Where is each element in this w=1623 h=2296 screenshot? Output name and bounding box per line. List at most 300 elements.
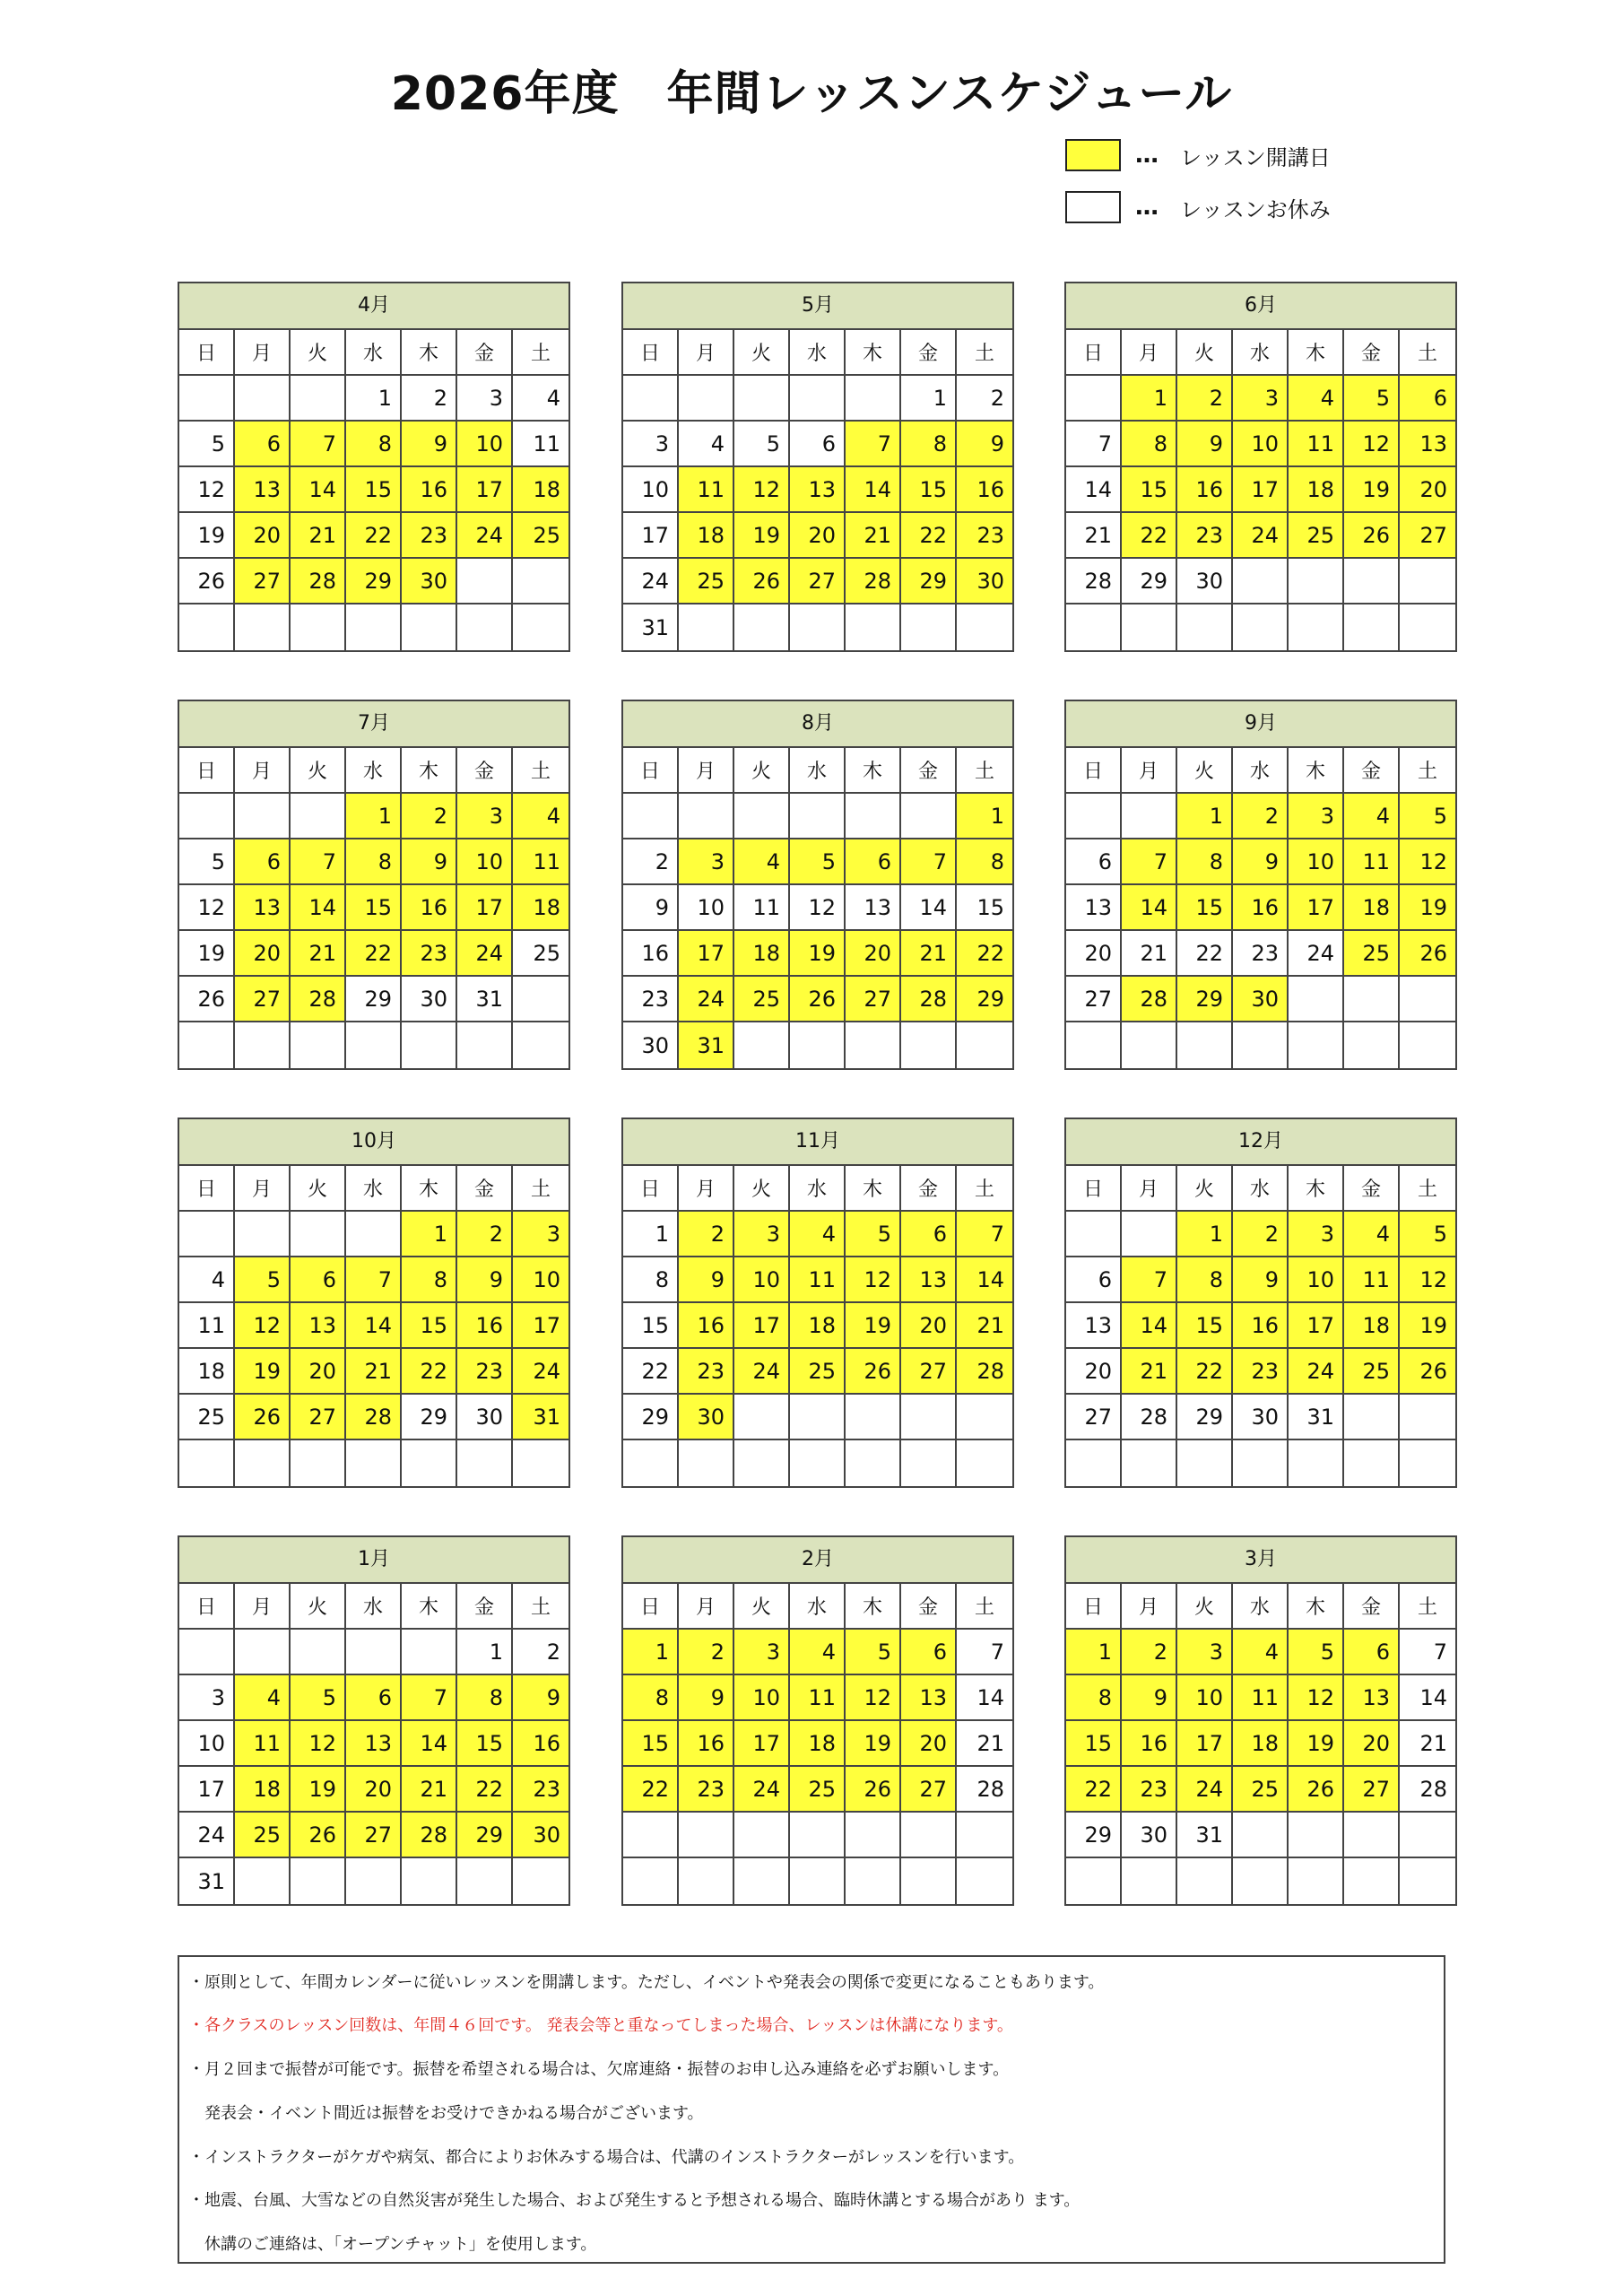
lesson-day-cell: 15 xyxy=(346,885,402,931)
empty-cell xyxy=(291,604,346,650)
lesson-day-cell: 1 xyxy=(1177,1212,1233,1257)
empty-cell xyxy=(513,559,568,604)
lesson-day-cell: 22 xyxy=(1122,513,1177,559)
weekday-header: 月 xyxy=(1122,330,1177,376)
lesson-day-cell: 4 xyxy=(1289,376,1344,422)
lesson-day-cell: 11 xyxy=(1289,422,1344,467)
empty-cell xyxy=(1122,1212,1177,1257)
lesson-day-cell: 4 xyxy=(1344,794,1400,839)
day-cell: 8 xyxy=(623,1257,679,1303)
weekday-header: 月 xyxy=(235,1166,291,1212)
lesson-day-cell: 8 xyxy=(1066,1675,1122,1721)
empty-cell xyxy=(513,604,568,650)
lesson-day-cell: 18 xyxy=(513,467,568,513)
empty-cell xyxy=(1344,1395,1400,1440)
day-cell: 4 xyxy=(179,1257,235,1303)
weekday-header: 木 xyxy=(402,1166,457,1212)
month-calendar xyxy=(1064,700,1457,1070)
weekday-header: 日 xyxy=(1066,1584,1122,1630)
lesson-day-cell: 7 xyxy=(1122,1257,1177,1303)
empty-cell xyxy=(846,604,901,650)
lesson-day-cell: 18 xyxy=(1289,467,1344,513)
empty-cell xyxy=(734,794,790,839)
lesson-day-cell: 11 xyxy=(679,467,734,513)
lesson-day-cell: 27 xyxy=(1400,513,1455,559)
empty-cell xyxy=(734,604,790,650)
lesson-day-cell: 14 xyxy=(402,1721,457,1767)
page-title: 2026年度 年間レッスンスケジュール xyxy=(390,67,1233,121)
lesson-day-cell: 2 xyxy=(679,1630,734,1675)
lesson-day-cell: 26 xyxy=(1400,931,1455,977)
weekday-header: 日 xyxy=(623,1166,679,1212)
lesson-day-cell: 24 xyxy=(457,513,513,559)
lesson-day-cell: 31 xyxy=(679,1022,734,1068)
empty-cell xyxy=(901,604,957,650)
empty-cell xyxy=(346,604,402,650)
day-cell: 10 xyxy=(179,1721,235,1767)
month-calendar xyxy=(621,282,1014,652)
weekday-header: 月 xyxy=(679,330,734,376)
month-grid xyxy=(1066,330,1455,650)
day-cell: 12 xyxy=(179,467,235,513)
day-cell: 5 xyxy=(734,422,790,467)
lesson-day-cell: 16 xyxy=(679,1303,734,1349)
lesson-day-cell: 11 xyxy=(790,1257,846,1303)
note-line: 発表会・イベント間近は振替をお受けできかねる場合がございます。 xyxy=(188,2104,704,2123)
day-cell: 13 xyxy=(1066,1303,1122,1349)
lesson-day-cell: 25 xyxy=(1344,1349,1400,1395)
lesson-day-cell: 1 xyxy=(1177,794,1233,839)
lesson-day-cell: 25 xyxy=(790,1349,846,1395)
empty-cell xyxy=(235,604,291,650)
lesson-day-cell: 21 xyxy=(346,1349,402,1395)
lesson-day-cell: 9 xyxy=(1122,1675,1177,1721)
lesson-day-cell: 6 xyxy=(901,1212,957,1257)
legend-open xyxy=(1065,138,1331,172)
empty-cell xyxy=(1400,1813,1455,1858)
empty-cell xyxy=(734,1440,790,1486)
month-title: 12月 xyxy=(1066,1119,1455,1166)
empty-cell xyxy=(1122,604,1177,650)
lesson-day-cell: 18 xyxy=(679,513,734,559)
empty-cell xyxy=(291,794,346,839)
lesson-day-cell: 29 xyxy=(1177,977,1233,1022)
day-cell: 25 xyxy=(179,1395,235,1440)
empty-cell xyxy=(623,794,679,839)
lesson-day-cell: 5 xyxy=(291,1675,346,1721)
day-cell: 2 xyxy=(623,839,679,885)
empty-cell xyxy=(402,1630,457,1675)
weekday-header: 火 xyxy=(291,1166,346,1212)
lesson-day-cell: 26 xyxy=(790,977,846,1022)
day-cell: 3 xyxy=(179,1675,235,1721)
weekday-header: 木 xyxy=(402,1584,457,1630)
lesson-day-cell: 20 xyxy=(291,1349,346,1395)
empty-cell xyxy=(1233,1858,1289,1904)
month-title: 1月 xyxy=(179,1537,568,1584)
empty-cell xyxy=(957,1440,1012,1486)
lesson-day-cell: 7 xyxy=(402,1675,457,1721)
empty-cell xyxy=(1233,604,1289,650)
lesson-day-cell: 16 xyxy=(1177,467,1233,513)
lesson-day-cell: 6 xyxy=(846,839,901,885)
weekday-header: 金 xyxy=(901,1166,957,1212)
lesson-day-cell: 16 xyxy=(402,467,457,513)
day-cell: 27 xyxy=(1066,977,1122,1022)
lesson-day-cell: 6 xyxy=(291,1257,346,1303)
lesson-day-cell: 11 xyxy=(1344,1257,1400,1303)
lesson-day-cell: 28 xyxy=(901,977,957,1022)
lesson-day-cell: 18 xyxy=(1344,885,1400,931)
lesson-day-cell: 22 xyxy=(402,1349,457,1395)
weekday-header: 火 xyxy=(1177,330,1233,376)
lesson-day-cell: 8 xyxy=(901,422,957,467)
empty-cell xyxy=(1233,1440,1289,1486)
lesson-day-cell: 21 xyxy=(957,1303,1012,1349)
month-grid xyxy=(179,748,568,1068)
lesson-day-cell: 15 xyxy=(346,467,402,513)
lesson-day-cell: 13 xyxy=(235,467,291,513)
lesson-day-cell: 14 xyxy=(1122,885,1177,931)
day-cell: 11 xyxy=(734,885,790,931)
legend-dots: … xyxy=(1135,194,1160,221)
lesson-day-cell: 21 xyxy=(291,513,346,559)
day-cell: 13 xyxy=(1066,885,1122,931)
lesson-day-cell: 4 xyxy=(790,1212,846,1257)
weekday-header: 火 xyxy=(1177,1166,1233,1212)
empty-cell xyxy=(291,1022,346,1068)
empty-cell xyxy=(1066,604,1122,650)
lesson-day-cell: 3 xyxy=(734,1212,790,1257)
lesson-day-cell: 5 xyxy=(790,839,846,885)
lesson-day-cell: 6 xyxy=(901,1630,957,1675)
month-calendar xyxy=(1064,1118,1457,1488)
day-cell: 21 xyxy=(1122,931,1177,977)
month-grid xyxy=(179,330,568,650)
lesson-day-cell: 20 xyxy=(901,1303,957,1349)
weekday-header: 日 xyxy=(179,748,235,794)
empty-cell xyxy=(179,1022,235,1068)
empty-cell xyxy=(346,1022,402,1068)
weekday-header: 木 xyxy=(846,1166,901,1212)
weekday-header: 水 xyxy=(1233,1584,1289,1630)
weekday-header: 月 xyxy=(679,1166,734,1212)
lesson-day-cell: 19 xyxy=(1289,1721,1344,1767)
month-grid xyxy=(1066,1166,1455,1486)
day-cell: 6 xyxy=(1066,1257,1122,1303)
empty-cell xyxy=(790,376,846,422)
lesson-day-cell: 30 xyxy=(1233,977,1289,1022)
day-cell: 4 xyxy=(679,422,734,467)
lesson-day-cell: 5 xyxy=(1344,376,1400,422)
lesson-day-cell: 4 xyxy=(1344,1212,1400,1257)
lesson-day-cell: 28 xyxy=(346,1395,402,1440)
empty-cell xyxy=(291,1630,346,1675)
month-grid xyxy=(1066,1584,1455,1904)
lesson-day-cell: 21 xyxy=(901,931,957,977)
empty-cell xyxy=(1066,1022,1122,1068)
day-cell: 13 xyxy=(846,885,901,931)
day-cell: 4 xyxy=(513,376,568,422)
lesson-day-cell: 12 xyxy=(1400,1257,1455,1303)
lesson-day-cell: 15 xyxy=(402,1303,457,1349)
empty-cell xyxy=(790,1022,846,1068)
lesson-day-cell: 8 xyxy=(1177,1257,1233,1303)
empty-cell xyxy=(346,1440,402,1486)
day-cell: 17 xyxy=(179,1767,235,1813)
weekday-header: 金 xyxy=(901,1584,957,1630)
lesson-day-cell: 19 xyxy=(846,1303,901,1349)
weekday-header: 火 xyxy=(291,748,346,794)
month-calendar xyxy=(621,1535,1014,1906)
lesson-day-cell: 13 xyxy=(235,885,291,931)
lesson-day-cell: 17 xyxy=(734,1303,790,1349)
lesson-day-cell: 8 xyxy=(346,839,402,885)
lesson-day-cell: 30 xyxy=(402,559,457,604)
day-cell: 30 xyxy=(1177,559,1233,604)
weekday-header: 水 xyxy=(1233,330,1289,376)
lesson-day-cell: 25 xyxy=(513,513,568,559)
lesson-day-cell: 28 xyxy=(1122,977,1177,1022)
lesson-day-cell: 24 xyxy=(1177,1767,1233,1813)
lesson-day-cell: 20 xyxy=(235,931,291,977)
lesson-day-cell: 26 xyxy=(1289,1767,1344,1813)
lesson-day-cell: 9 xyxy=(1177,422,1233,467)
lesson-day-cell: 19 xyxy=(790,931,846,977)
lesson-day-cell: 22 xyxy=(1066,1767,1122,1813)
weekday-header: 日 xyxy=(623,748,679,794)
empty-cell xyxy=(679,604,734,650)
empty-cell xyxy=(1066,1858,1122,1904)
weekday-header: 木 xyxy=(846,330,901,376)
month-calendar xyxy=(621,700,1014,1070)
lesson-day-cell: 29 xyxy=(346,559,402,604)
empty-cell xyxy=(734,1813,790,1858)
month-calendar xyxy=(178,700,570,1070)
empty-cell xyxy=(291,376,346,422)
lesson-day-cell: 26 xyxy=(1344,513,1400,559)
lesson-day-cell: 3 xyxy=(1289,794,1344,839)
day-cell: 24 xyxy=(179,1813,235,1858)
lesson-day-cell: 10 xyxy=(734,1675,790,1721)
note-line: ・インストラクターがケガや病気、都合によりお休みする場合は、代講のインストラクターがレッスンを行います。 xyxy=(188,2148,1025,2167)
empty-cell xyxy=(901,1440,957,1486)
lesson-day-cell: 22 xyxy=(901,513,957,559)
day-cell: 29 xyxy=(1122,559,1177,604)
lesson-day-cell: 19 xyxy=(1400,1303,1455,1349)
month-grid xyxy=(179,1166,568,1486)
lesson-day-cell: 9 xyxy=(402,422,457,467)
lesson-day-cell: 21 xyxy=(291,931,346,977)
empty-cell xyxy=(1344,1022,1400,1068)
lesson-day-cell: 10 xyxy=(1289,839,1344,885)
day-cell: 7 xyxy=(1400,1630,1455,1675)
lesson-day-cell: 9 xyxy=(1233,1257,1289,1303)
day-cell: 23 xyxy=(1233,931,1289,977)
day-cell: 30 xyxy=(623,1022,679,1068)
note-line: ・月２回まで振替が可能です。振替を希望される場合は、欠席連絡・振替のお申し込み連絡を必ずお願いします。 xyxy=(188,2060,1010,2079)
lesson-day-cell: 17 xyxy=(457,467,513,513)
lesson-day-cell: 19 xyxy=(291,1767,346,1813)
empty-cell xyxy=(790,604,846,650)
lesson-day-cell: 19 xyxy=(235,1349,291,1395)
lesson-day-cell: 9 xyxy=(679,1257,734,1303)
month-grid xyxy=(1066,748,1455,1068)
legend-open-label: レッスン開講日 xyxy=(1180,144,1331,170)
empty-cell xyxy=(1066,376,1122,422)
lesson-day-cell: 27 xyxy=(1344,1767,1400,1813)
day-cell: 1 xyxy=(901,376,957,422)
lesson-day-cell: 27 xyxy=(790,559,846,604)
weekday-header: 土 xyxy=(1400,1584,1455,1630)
weekday-header: 土 xyxy=(513,330,568,376)
empty-cell xyxy=(457,1858,513,1904)
empty-cell xyxy=(291,1212,346,1257)
month-title: 6月 xyxy=(1066,283,1455,330)
lesson-day-cell: 4 xyxy=(790,1630,846,1675)
weekday-header: 土 xyxy=(513,748,568,794)
day-cell: 12 xyxy=(790,885,846,931)
lesson-day-cell: 25 xyxy=(790,1767,846,1813)
lesson-day-cell: 15 xyxy=(901,467,957,513)
lesson-day-cell: 17 xyxy=(513,1303,568,1349)
weekday-header: 火 xyxy=(1177,1584,1233,1630)
weekday-header: 金 xyxy=(1344,1166,1400,1212)
day-cell: 28 xyxy=(1066,559,1122,604)
lesson-day-cell: 12 xyxy=(291,1721,346,1767)
empty-cell xyxy=(679,376,734,422)
weekday-header: 火 xyxy=(734,330,790,376)
empty-cell xyxy=(1344,977,1400,1022)
lesson-day-cell: 9 xyxy=(402,839,457,885)
lesson-day-cell: 8 xyxy=(957,839,1012,885)
empty-cell xyxy=(623,1813,679,1858)
empty-cell xyxy=(179,1440,235,1486)
empty-cell xyxy=(179,1630,235,1675)
empty-cell xyxy=(1177,1858,1233,1904)
lesson-day-cell: 1 xyxy=(1066,1630,1122,1675)
weekday-header: 木 xyxy=(846,1584,901,1630)
month-title: 3月 xyxy=(1066,1537,1455,1584)
legend-off-swatch xyxy=(1065,191,1121,223)
lesson-day-cell: 14 xyxy=(957,1257,1012,1303)
lesson-day-cell: 15 xyxy=(457,1721,513,1767)
day-cell: 10 xyxy=(623,467,679,513)
lesson-day-cell: 25 xyxy=(1233,1767,1289,1813)
month-grid xyxy=(623,1166,1012,1486)
month-title: 8月 xyxy=(623,701,1012,748)
weekday-header: 火 xyxy=(734,748,790,794)
empty-cell xyxy=(623,376,679,422)
lesson-day-cell: 24 xyxy=(679,977,734,1022)
weekday-header: 土 xyxy=(1400,1166,1455,1212)
lesson-day-cell: 12 xyxy=(1344,422,1400,467)
lesson-day-cell: 6 xyxy=(235,839,291,885)
lesson-day-cell: 19 xyxy=(846,1721,901,1767)
empty-cell xyxy=(790,794,846,839)
day-cell: 29 xyxy=(402,1395,457,1440)
day-cell: 24 xyxy=(1289,931,1344,977)
empty-cell xyxy=(957,1813,1012,1858)
weekday-header: 金 xyxy=(1344,1584,1400,1630)
weekday-header: 土 xyxy=(513,1584,568,1630)
lesson-day-cell: 27 xyxy=(235,977,291,1022)
month-title: 5月 xyxy=(623,283,1012,330)
day-cell: 31 xyxy=(457,977,513,1022)
lesson-day-cell: 16 xyxy=(679,1721,734,1767)
empty-cell xyxy=(679,794,734,839)
lesson-day-cell: 12 xyxy=(235,1303,291,1349)
empty-cell xyxy=(901,1858,957,1904)
empty-cell xyxy=(1344,1813,1400,1858)
weekday-header: 月 xyxy=(235,748,291,794)
day-cell: 1 xyxy=(346,376,402,422)
empty-cell xyxy=(957,1858,1012,1904)
lesson-day-cell: 5 xyxy=(1289,1630,1344,1675)
lesson-day-cell: 11 xyxy=(790,1675,846,1721)
month-title: 2月 xyxy=(623,1537,1012,1584)
lesson-day-cell: 6 xyxy=(1344,1630,1400,1675)
empty-cell xyxy=(1233,1022,1289,1068)
lesson-day-cell: 28 xyxy=(291,977,346,1022)
lesson-day-cell: 18 xyxy=(790,1721,846,1767)
lesson-day-cell: 14 xyxy=(291,885,346,931)
empty-cell xyxy=(679,1440,734,1486)
lesson-day-cell: 1 xyxy=(402,1212,457,1257)
lesson-day-cell: 10 xyxy=(1177,1675,1233,1721)
empty-cell xyxy=(623,1440,679,1486)
day-cell: 21 xyxy=(957,1721,1012,1767)
empty-cell xyxy=(1177,1440,1233,1486)
empty-cell xyxy=(235,1212,291,1257)
empty-cell xyxy=(1400,1395,1455,1440)
weekday-header: 金 xyxy=(457,748,513,794)
lesson-day-cell: 24 xyxy=(513,1349,568,1395)
day-cell: 18 xyxy=(179,1349,235,1395)
weekday-header: 金 xyxy=(901,748,957,794)
empty-cell xyxy=(457,559,513,604)
lesson-day-cell: 23 xyxy=(513,1767,568,1813)
weekday-header: 火 xyxy=(734,1166,790,1212)
empty-cell xyxy=(1289,1858,1344,1904)
lesson-day-cell: 24 xyxy=(734,1767,790,1813)
day-cell: 25 xyxy=(513,931,568,977)
lesson-day-cell: 10 xyxy=(457,839,513,885)
lesson-day-cell: 14 xyxy=(1122,1303,1177,1349)
weekday-header: 木 xyxy=(1289,1584,1344,1630)
lesson-day-cell: 9 xyxy=(679,1675,734,1721)
lesson-day-cell: 25 xyxy=(235,1813,291,1858)
note-line: ・各クラスのレッスン回数は、年間４６回です。 発表会等と重なってしまった場合、レッスンは休講になります。 xyxy=(188,2016,1013,2035)
empty-cell xyxy=(1177,604,1233,650)
day-cell: 7 xyxy=(957,1630,1012,1675)
lesson-day-cell: 26 xyxy=(734,559,790,604)
lesson-day-cell: 21 xyxy=(1122,1349,1177,1395)
day-cell: 5 xyxy=(179,422,235,467)
empty-cell xyxy=(513,1022,568,1068)
lesson-day-cell: 18 xyxy=(1233,1721,1289,1767)
empty-cell xyxy=(1400,977,1455,1022)
empty-cell xyxy=(346,1858,402,1904)
day-cell: 15 xyxy=(957,885,1012,931)
weekday-header: 日 xyxy=(1066,1166,1122,1212)
lesson-day-cell: 15 xyxy=(623,1721,679,1767)
lesson-day-cell: 9 xyxy=(1233,839,1289,885)
empty-cell xyxy=(1289,977,1344,1022)
lesson-day-cell: 23 xyxy=(402,513,457,559)
weekday-header: 金 xyxy=(1344,330,1400,376)
empty-cell xyxy=(513,977,568,1022)
